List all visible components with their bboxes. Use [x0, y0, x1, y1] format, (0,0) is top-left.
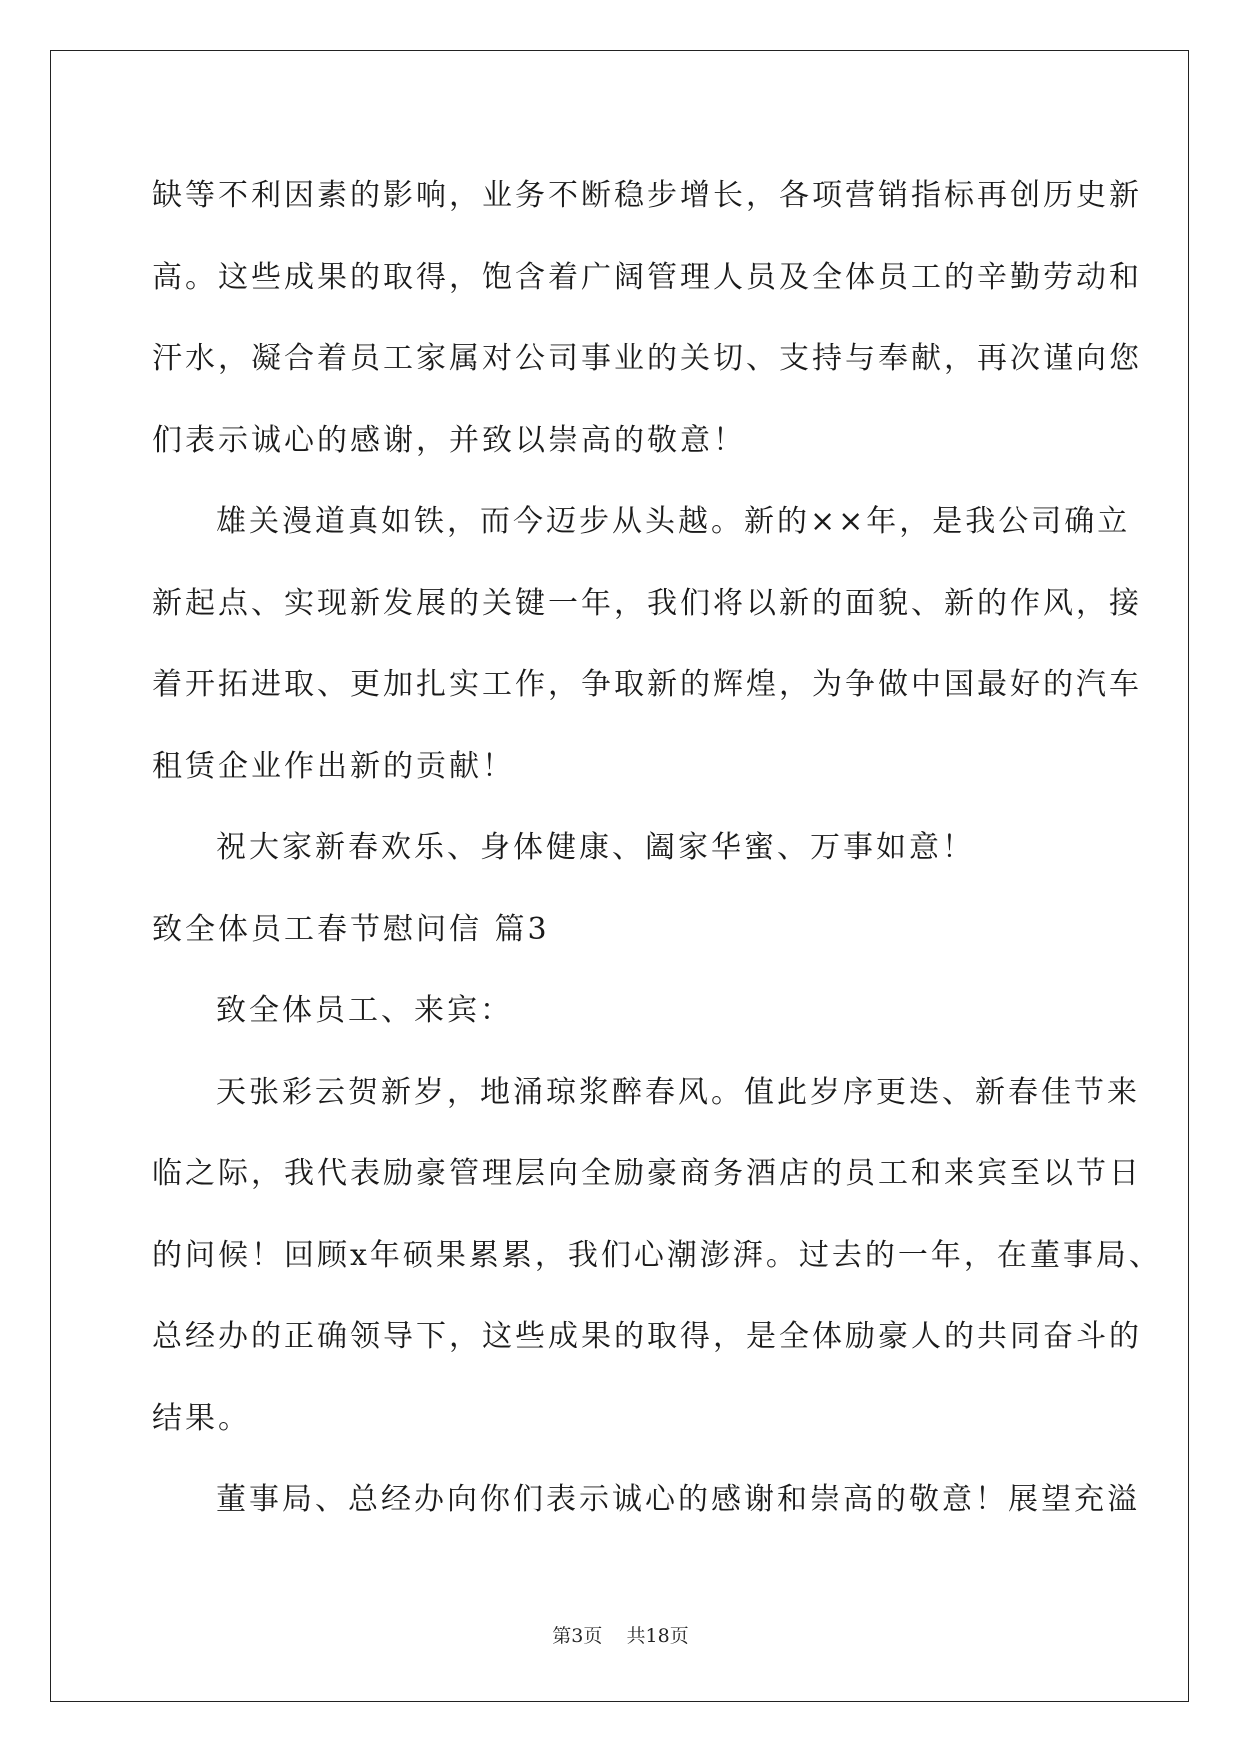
paragraph-start: 雄关漫道真如铁，而今迈步从头越。新的××年，是我公司确立	[216, 504, 1131, 539]
paragraph-start: 董事局、总经办向你们表示诚心的感谢和崇高的敬意！展望充溢	[216, 1482, 1140, 1517]
text-line: 的问候！回顾x年硕果累累，我们心潮澎湃。过去的一年，在董事局、	[152, 1237, 1162, 1273]
text-line: 结果。	[152, 1400, 251, 1436]
text-line: 汗水，凝合着员工家属对公司事业的关切、支持与奉献，再次谨向您	[152, 341, 1142, 376]
text-line: 们表示诚心的感谢，并致以崇高的敬意！	[152, 422, 746, 458]
salutation: 致全体员工、来宾：	[216, 993, 513, 1028]
text-line: 新起点、实现新发展的关键一年，我们将以新的面貌、新的作风，接	[152, 585, 1142, 621]
text-line: 高。这些成果的取得，饱含着广阔管理人员及全体员工的辛勤劳动和	[152, 259, 1142, 295]
text-line: 租赁企业作出新的贡献！	[152, 748, 515, 784]
greeting-line: 祝大家新春欢乐、身体健康、阖家华蜜、万事如意！	[216, 830, 975, 865]
page-number: 第3页	[552, 1625, 603, 1647]
paragraph-start: 天张彩云贺新岁，地涌琼浆醉春风。值此岁序更迭、新春佳节来	[216, 1074, 1140, 1110]
page-total: 共18页	[626, 1625, 689, 1647]
document-body	[152, 155, 1162, 1541]
text-line: 着开拓进取、更加扎实工作，争取新的辉煌，为争做中国最好的汽车	[152, 667, 1142, 702]
text-line: 总经办的正确领导下，这些成果的取得，是全体励豪人的共同奋斗的	[152, 1319, 1142, 1354]
text-line: 缺等不利因素的影响，业务不断稳步增长，各项营销指标再创历史新	[152, 178, 1142, 213]
page-footer	[0, 1624, 1241, 1648]
text-line: 临之际，我代表励豪管理层向全励豪商务酒店的员工和来宾至以节日	[152, 1156, 1142, 1191]
section-heading: 致全体员工春节慰问信 篇3	[152, 911, 550, 947]
